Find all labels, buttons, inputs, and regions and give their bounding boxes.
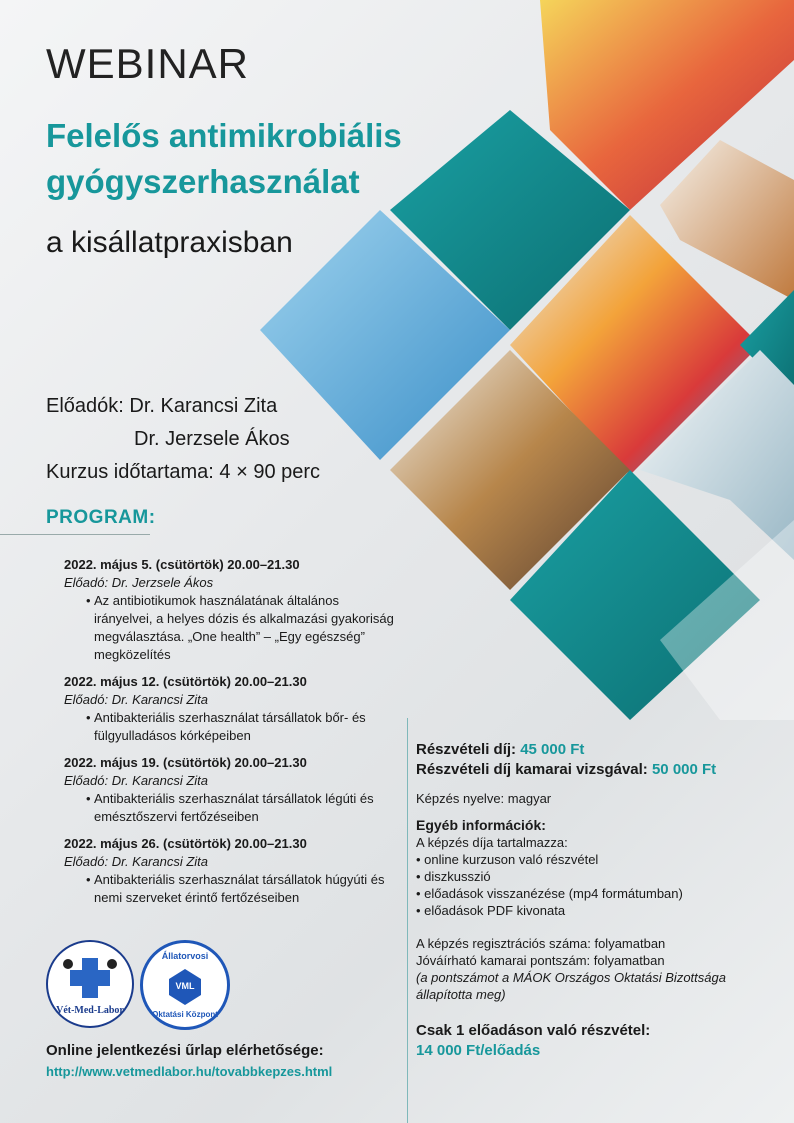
- registration-link[interactable]: http://www.vetmedlabor.hu/tovabbkepzes.html: [46, 1064, 333, 1079]
- credit-points: Jóváírható kamarai pontszám: folyamatban: [416, 953, 665, 968]
- list-item: • diszkusszió: [416, 869, 491, 884]
- session-topic: • Antibakteriális szerhasználat társállatok bőr- és fülgyulladásos kórképeiben: [64, 709, 394, 745]
- title-line-2: gyógyszerhasználat: [46, 163, 360, 200]
- title-line-1: Felelős antimikrobiális: [46, 117, 402, 154]
- session-date: 2022. május 12. (csütörtök) 20.00–21.30: [64, 674, 307, 689]
- info-heading: Egyéb információk:: [416, 817, 546, 833]
- session-date: 2022. május 19. (csütörtök) 20.00–21.30: [64, 755, 307, 770]
- program-sessions: [64, 556, 394, 916]
- points-note-1: (a pontszámot a MÁOK Országos Oktatási Bizottsága: [416, 970, 726, 985]
- oktatasi-kozpont-logo: [140, 940, 230, 1030]
- list-item: • előadások PDF kivonata: [416, 903, 566, 918]
- fee-value: 45 000 Ft: [520, 741, 585, 758]
- speakers-block: [46, 390, 320, 489]
- right-logo-text-bottom: Oktatási Központ: [152, 1010, 218, 1019]
- page-title: [46, 113, 466, 205]
- speakers-line-1: Előadók: Dr. Karancsi Zita: [46, 395, 278, 417]
- session-item: [64, 754, 394, 826]
- fee-label: Részvételi díj:: [416, 741, 521, 758]
- info-column: [416, 740, 776, 1061]
- session-speaker: Előadó: Dr. Karancsi Zita: [64, 854, 209, 869]
- page-subtitle: a kisállatpraxisban: [46, 226, 293, 259]
- session-topic: • Antibakteriális szerhasználat társállatok húgyúti és nemi szerveket érintő fertőzéseiben: [64, 871, 394, 907]
- session-topic: • Az antibiotikumok használatának általános irányelvei, a helyes dózis és alkalmazási gyakoriság megválasztása. „One health” – „Egy egészség” megközelítés: [64, 592, 394, 664]
- single-session-label: Csak 1 előadáson való részvétel:: [416, 1022, 651, 1039]
- training-language: Képzés nyelve: magyar: [416, 791, 552, 806]
- info-intro: A képzés díja tartalmazza:: [416, 835, 568, 850]
- session-date: 2022. május 26. (csütörtök) 20.00–21.30: [64, 836, 307, 851]
- session-item: [64, 556, 394, 664]
- session-date: 2022. május 5. (csütörtök) 20.00–21.30: [64, 557, 300, 572]
- right-logo-badge: VML: [175, 981, 195, 991]
- info-list: [416, 851, 776, 919]
- session-speaker: Előadó: Dr. Jerzsele Ákos: [64, 575, 214, 590]
- webinar-label: WEBINAR: [46, 40, 250, 87]
- program-divider: [0, 534, 150, 535]
- session-item: [64, 673, 394, 745]
- online-registration-heading: Online jelentkezési űrlap elérhetősége:: [46, 1042, 324, 1059]
- program-heading: PROGRAM:: [46, 507, 156, 528]
- fee-exam-value: 50 000 Ft: [651, 761, 717, 778]
- session-item: [64, 835, 394, 907]
- speakers-line-2: Dr. Jerzsele Ákos: [134, 428, 290, 450]
- fee-exam-label: Részvételi díj kamarai vizsgával:: [416, 761, 652, 778]
- single-session-price: 14 000 Ft/előadás: [416, 1042, 541, 1059]
- right-logo-text-top: Állatorvosi: [161, 951, 209, 961]
- session-speaker: Előadó: Dr. Karancsi Zita: [64, 773, 209, 788]
- column-divider: [407, 718, 408, 1123]
- fee-exam-line: [416, 760, 776, 780]
- list-item: • online kurzuson való részvétel: [416, 852, 599, 867]
- session-topic: • Antibakteriális szerhasználat társállatok légúti és emésztőszervi fertőzéseiben: [64, 790, 394, 826]
- session-speaker: Előadó: Dr. Karancsi Zita: [64, 692, 209, 707]
- left-logo-text: Vét-Med-Labor: [56, 1005, 124, 1016]
- vet-med-labor-logo: [46, 940, 134, 1028]
- registration-number: A képzés regisztrációs száma: folyamatban: [416, 936, 666, 951]
- list-item: • előadások visszanézése (mp4 formátumban): [416, 886, 683, 901]
- points-note-2: állapította meg): [416, 987, 506, 1002]
- fee-line: [416, 740, 776, 760]
- course-duration: Kurzus időtartama: 4 × 90 perc: [46, 461, 321, 483]
